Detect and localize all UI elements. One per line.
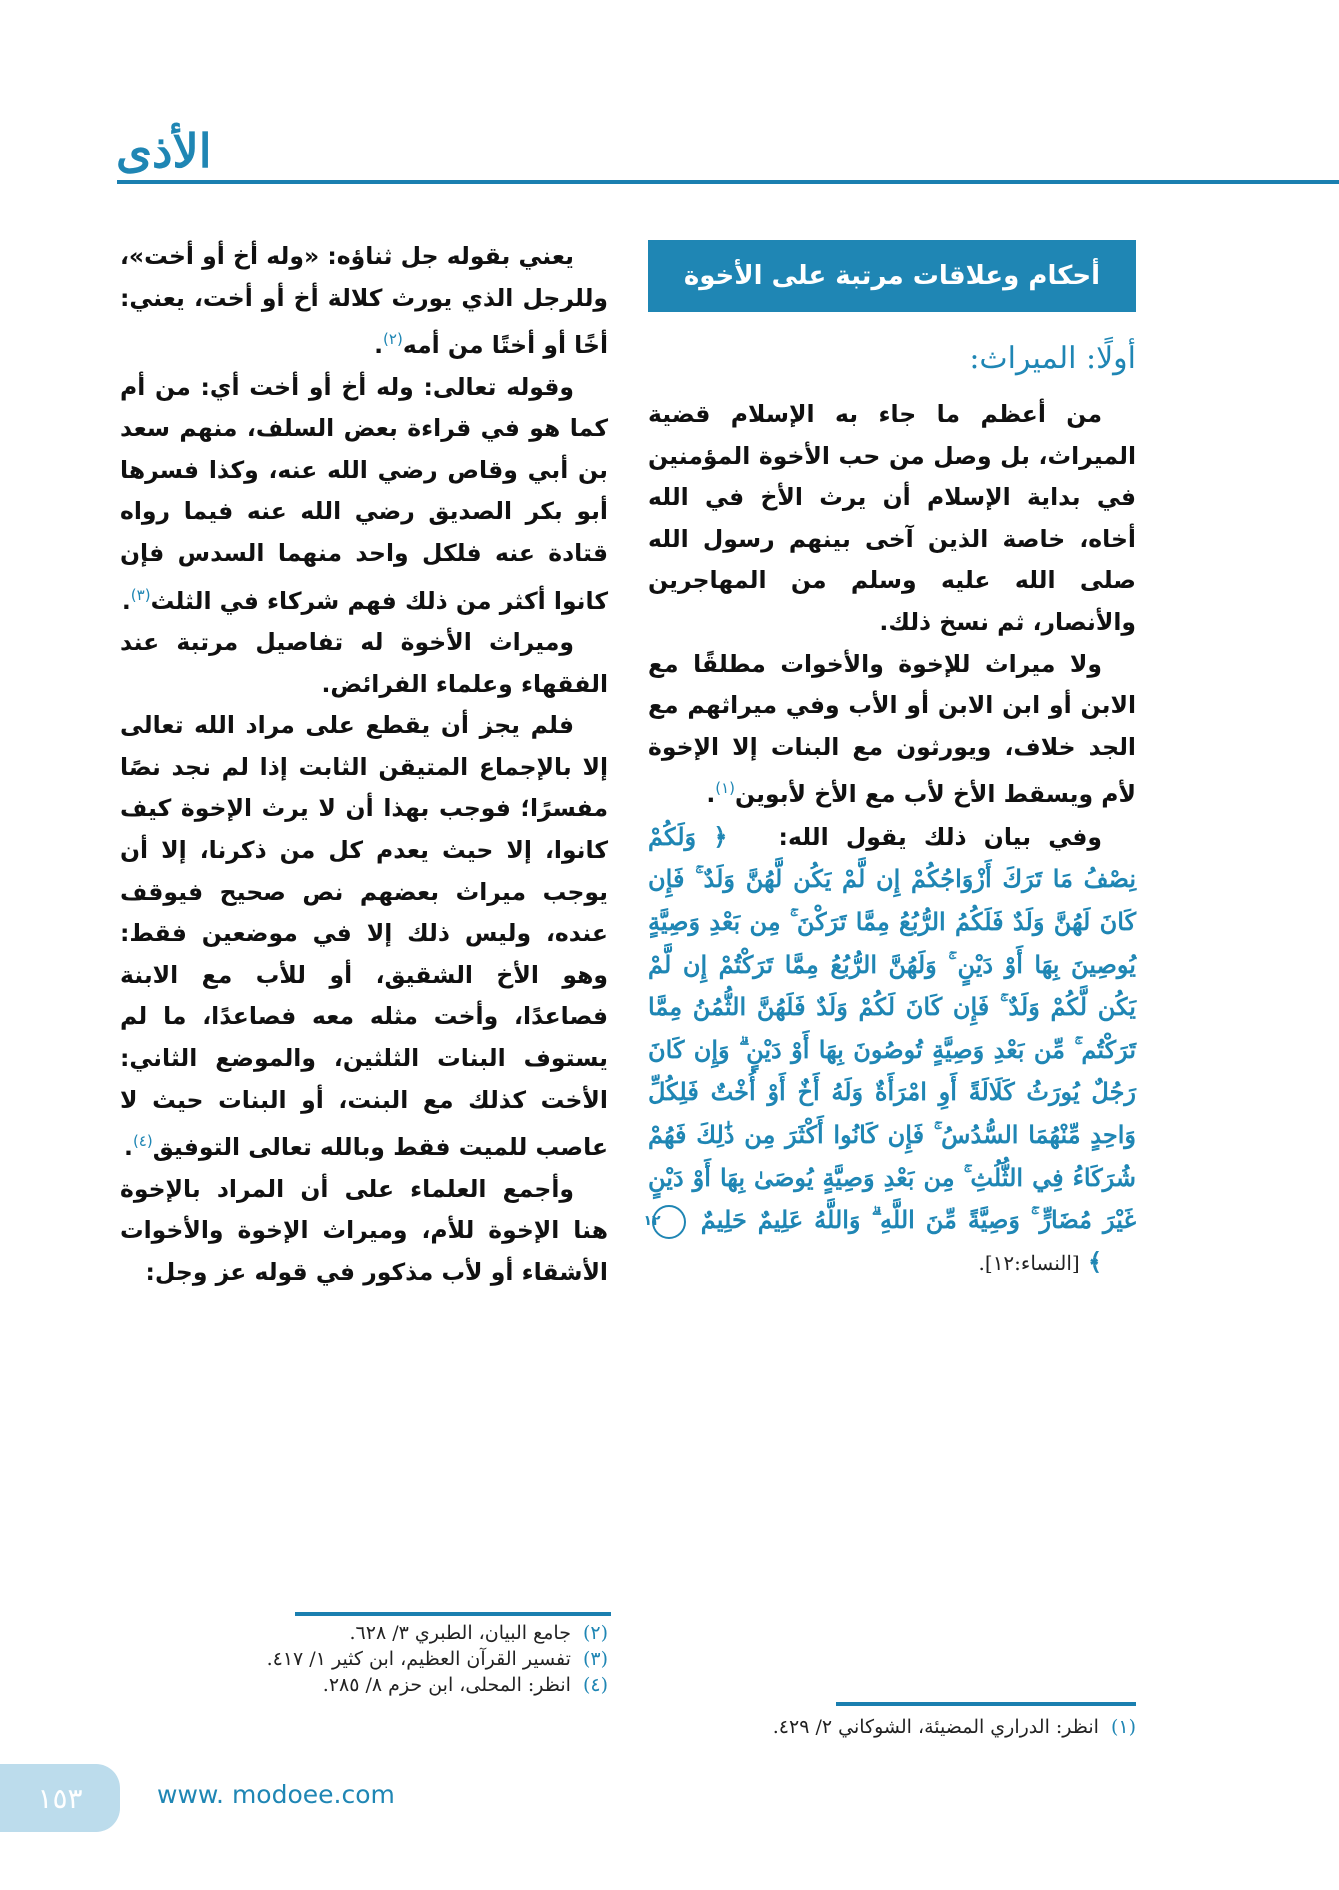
ayah-number-medallion: ١٢ (652, 1205, 686, 1239)
footnote-text: جامع البيان، الطبري ٣/ ٦٢٨. (349, 1622, 571, 1644)
footnote-text: تفسير القرآن العظيم، ابن كثير ١/ ٤١٧. (266, 1648, 571, 1670)
quran-verse: وَلَكُمْ نِصْفُ مَا تَرَكَ أَزْوَاجُكُمْ إِن لَّمْ يَكُن لَّهُنَّ وَلَدٌ ۚ فَإِن كَانَ لَهُنَّ وَلَدٌ فَلَكُمُ الرُّبُعُ مِمَّا تَرَكْنَ ۚ مِن بَعْدِ وَصِيَّةٍ يُوصِينَ بِهَا أَوْ دَيْنٍ ۚ وَلَهُنَّ الرُّبُعُ مِمَّا تَرَكْتُمْ إِن لَّمْ يَكُن لَّكُمْ وَلَدٌ ۚ فَإِن كَانَ لَكُمْ وَلَدٌ فَلَهُنَّ الثُّمُنُ مِمَّا تَرَكْتُم ۚ مِّن بَعْدِ وَصِيَّةٍ تُوصُونَ بِهَا أَوْ دَيْنٍ ۗ وَإِن كَانَ رَجُلٌ يُورَثُ كَلَالَةً أَوِ امْرَأَةٌ وَلَهُ أَخٌ أَوْ أُخْتٌ فَلِكُلِّ وَاحِدٍ مِّنْهُمَا السُّدُسُ ۚ فَإِن كَانُوا أَكْثَرَ مِن ذَٰلِكَ فَهُمْ شُرَكَاءُ فِي الثُّلُثِ ۚ مِن بَعْدِ وَصِيَّةٍ يُوصَىٰ بِهَا أَوْ دَيْنٍ غَيْرَ مُضَارٍّ ۚ وَصِيَّةً مِّنَ اللَّهِ ۗ وَاللَّهُ عَلِيمٌ حَلِيمٌ (648, 821, 1137, 1235)
paragraph-end: . (706, 780, 716, 809)
paragraph-text: فلم يجز أن يقطع على مراد الله تعالى إلا بالإجماع المتيقن الثابت إذا لم نجد نصًا مفسرًا؛ فوجب بهذا أن لا يرث الإخوة كيف كانوا، إلا حيث يعدم كل من ذكرنا، إلا أن يوجب ميراث بعضهم نص صحيح فيوقف عنده، وليس ذلك إلا في موضعين فقط: وهو الأخ الشقيق، أو للأب مع الابنة فصاعدًا، وأخت مثله معه فصاعدًا، ما لم يستوف البنات الثلثين، والموضع الثاني: الأخت كذلك مع البنت، أو البنات حيث لا عاصب للميت فقط وبالله تعالى التوفيق (120, 711, 608, 1161)
right-column (643, 240, 1137, 1284)
footnote-number: (٢) (582, 1622, 608, 1644)
left-column (120, 236, 608, 1293)
footnote-ref[interactable]: (٤) (132, 1132, 153, 1151)
footnotes-right (648, 1714, 1136, 1740)
footnote-ref[interactable]: (١) (715, 779, 736, 798)
paragraph-text: يعني بقوله جل ثناؤه: «وله أخ أو أخت»، وللرجل الذي يورث كلالة أخ أو أخت، يعني: أخًا أو أختًا من أمه (120, 242, 608, 360)
footnote-divider (295, 1612, 611, 1616)
quran-intro: وفي بيان ذلك يقول الله: (778, 822, 1103, 851)
footnote-item (648, 1714, 1136, 1740)
paragraph (120, 367, 608, 622)
ornate-bracket-close-icon: ﴾ (1087, 1247, 1102, 1276)
paragraph-end: . (374, 331, 384, 360)
footnote-divider (836, 1702, 1136, 1706)
paragraph-end: . (124, 1132, 133, 1161)
paragraph (120, 236, 608, 367)
footnote-item (120, 1620, 608, 1646)
header-divider (117, 180, 1339, 184)
chapter-title: الأذى (116, 124, 212, 178)
footnote-ref[interactable]: (٢) (383, 330, 403, 349)
footnote-item (120, 1672, 608, 1698)
footnotes-left (120, 1620, 608, 1698)
paragraph (120, 705, 608, 1168)
quran-paragraph (643, 816, 1137, 1285)
paragraph (648, 644, 1136, 816)
paragraph-text: ولا ميراث للإخوة والأخوات مطلقًا مع الابن أو ابن الابن أو الأب وفي ميراثهم مع الجد خلاف، ويورثون مع البنات إلا الإخوة لأم ويسقط الأخ لأب مع الأخ لأبوين (648, 649, 1136, 809)
paragraph (648, 394, 1136, 644)
paragraph-text: وميراث الأخوة له تفاصيل مرتبة عند الفقهاء وعلماء الفرائض. (120, 628, 608, 698)
paragraph (120, 622, 608, 705)
subheading-inheritance: أولًا: الميراث: (969, 341, 1136, 376)
paragraph-end: . (121, 586, 131, 615)
footnote-ref[interactable]: (٣) (130, 585, 151, 604)
page-number: ١٥٣ (37, 1781, 83, 1815)
website-link[interactable]: www. modoee.com (157, 1780, 395, 1809)
paragraph-text: وأجمع العلماء على أن المراد بالإخوة هنا الإخوة للأم، وميراث الإخوة والأخوات الأشقاء أو لأب مذكور في قوله عز وجل: (120, 1174, 608, 1286)
footnote-number: (٤) (582, 1674, 608, 1696)
footnote-text: انظر: الدراري المضيئة، الشوكاني ٢/ ٤٢٩. (772, 1716, 1099, 1738)
surah-reference: [النساء:١٢]. (978, 1250, 1080, 1275)
paragraph-text: وقوله تعالى: وله أخ أو أخت أي: من أم كما هو في قراءة بعض السلف، منهم سعد بن أبي وقاص رضي الله عنه، وكذا فسرها أبو بكر الصديق رضي الله عنه فيما رواه قتادة عنه فلكل واحد منهما السدس فإن كانوا أكثر من ذلك فهم شركاء في الثلث (120, 372, 608, 615)
page-number-badge (0, 1764, 120, 1832)
footnote-item (120, 1646, 608, 1672)
paragraph (120, 1169, 608, 1294)
paragraph-text: من أعظم ما جاء به الإسلام قضية الميراث، بل وصل من حب الأخوة المؤمنين في بداية الإسلام أن يرث الأخ في الله أخاه، خاصة الذين آخى بينهم رسول الله صلى الله عليه وسلم من المهاجرين والأنصار، ثم نسخ ذلك. (648, 400, 1136, 636)
footnote-text: انظر: المحلى، ابن حزم ٨/ ٢٨٥. (322, 1674, 571, 1696)
footnote-number: (١) (1110, 1716, 1136, 1738)
ornate-bracket-open-icon: ﴿ (713, 822, 728, 851)
section-banner: أحكام وعلاقات مرتبة على الأخوة (648, 240, 1136, 312)
footnote-number: (٣) (582, 1648, 608, 1670)
